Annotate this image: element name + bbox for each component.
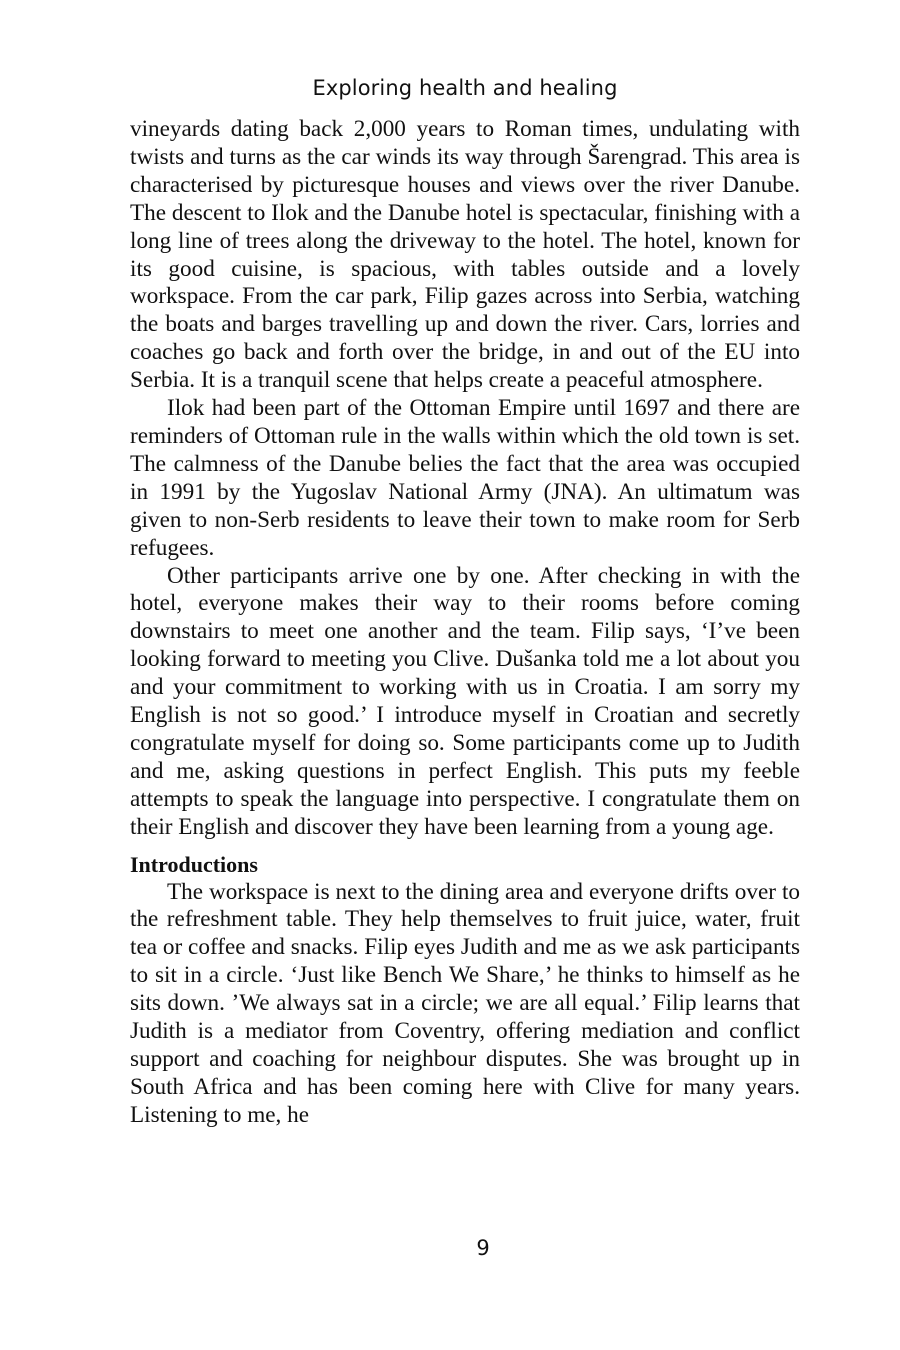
- section-heading-introductions: Introductions: [130, 851, 258, 877]
- paragraph-participants-arrive: Other participants arrive one by one. After checking in with the hotel, everyone makes their way to their rooms before coming downstairs to meet one another and the team. Filip says, ‘I’ve been looking forward to meeting you Clive. Dušanka told me a lot about you and your commitment to working with us in Croatia. I am sorry my English is not so good.’ I introduce myself in Croatian and secretly congratulate myself for doing so. Some participants come up to Judith and me, asking questions in perfect English. This puts my feeble attempts to speak the language into perspective. I congratulate them on their English and discover they have been learning from a young age.: [130, 562, 800, 840]
- running-header: Exploring health and healing: [312, 76, 618, 100]
- body-text: [130, 116, 800, 1130]
- paragraph-ilok-history: Ilok had been part of the Ottoman Empire until 1697 and there are reminders of Ottoman rule in the walls within which the old town is set. The calmness of the Danube belies the fact that the area was occupied in 1991 by the Yugoslav National Army (JNA). An ultimatum was given to non-Serb residents to leave their town to make room for Serb refugees.: [130, 395, 800, 561]
- paragraph-workspace: The workspace is next to the dining area and everyone drifts over to the refreshment table. They help themselves to fruit juice, water, fruit tea or coffee and snacks. Filip eyes Judith and me as we ask participants to sit in a circle. ‘Just like Bench We Share,’ he thinks to himself as he sits down. ’We always sat in a circle; we are all equal.’ Filip learns that Judith is a mediator from Coventry, offering mediation and conflict support and coaching for neighbour disputes. She was brought up in South Africa and has been coming here with Clive for many years. Listening to me, he: [130, 878, 800, 1128]
- page-number: 9: [476, 1236, 490, 1260]
- paragraph-continued: vineyards dating back 2,000 years to Roman times, undulating with twists and turns as the car winds its way through Šarengrad. This area is characterised by picturesque houses and views over the river Danube. The descent to Ilok and the Danube hotel is spectacular, finishing with a long line of trees along the driveway to the hotel. The hotel, known for its good cuisine, is spacious, with tables outside and a lovely workspace. From the car park, Filip gazes across into Serbia, watching the boats and barges travelling up and down the river. Cars, lorries and coaches go back and forth over the bridge, in and out of the EU into Serbia. It is a tranquil scene that helps create a peaceful atmosphere.: [130, 116, 800, 394]
